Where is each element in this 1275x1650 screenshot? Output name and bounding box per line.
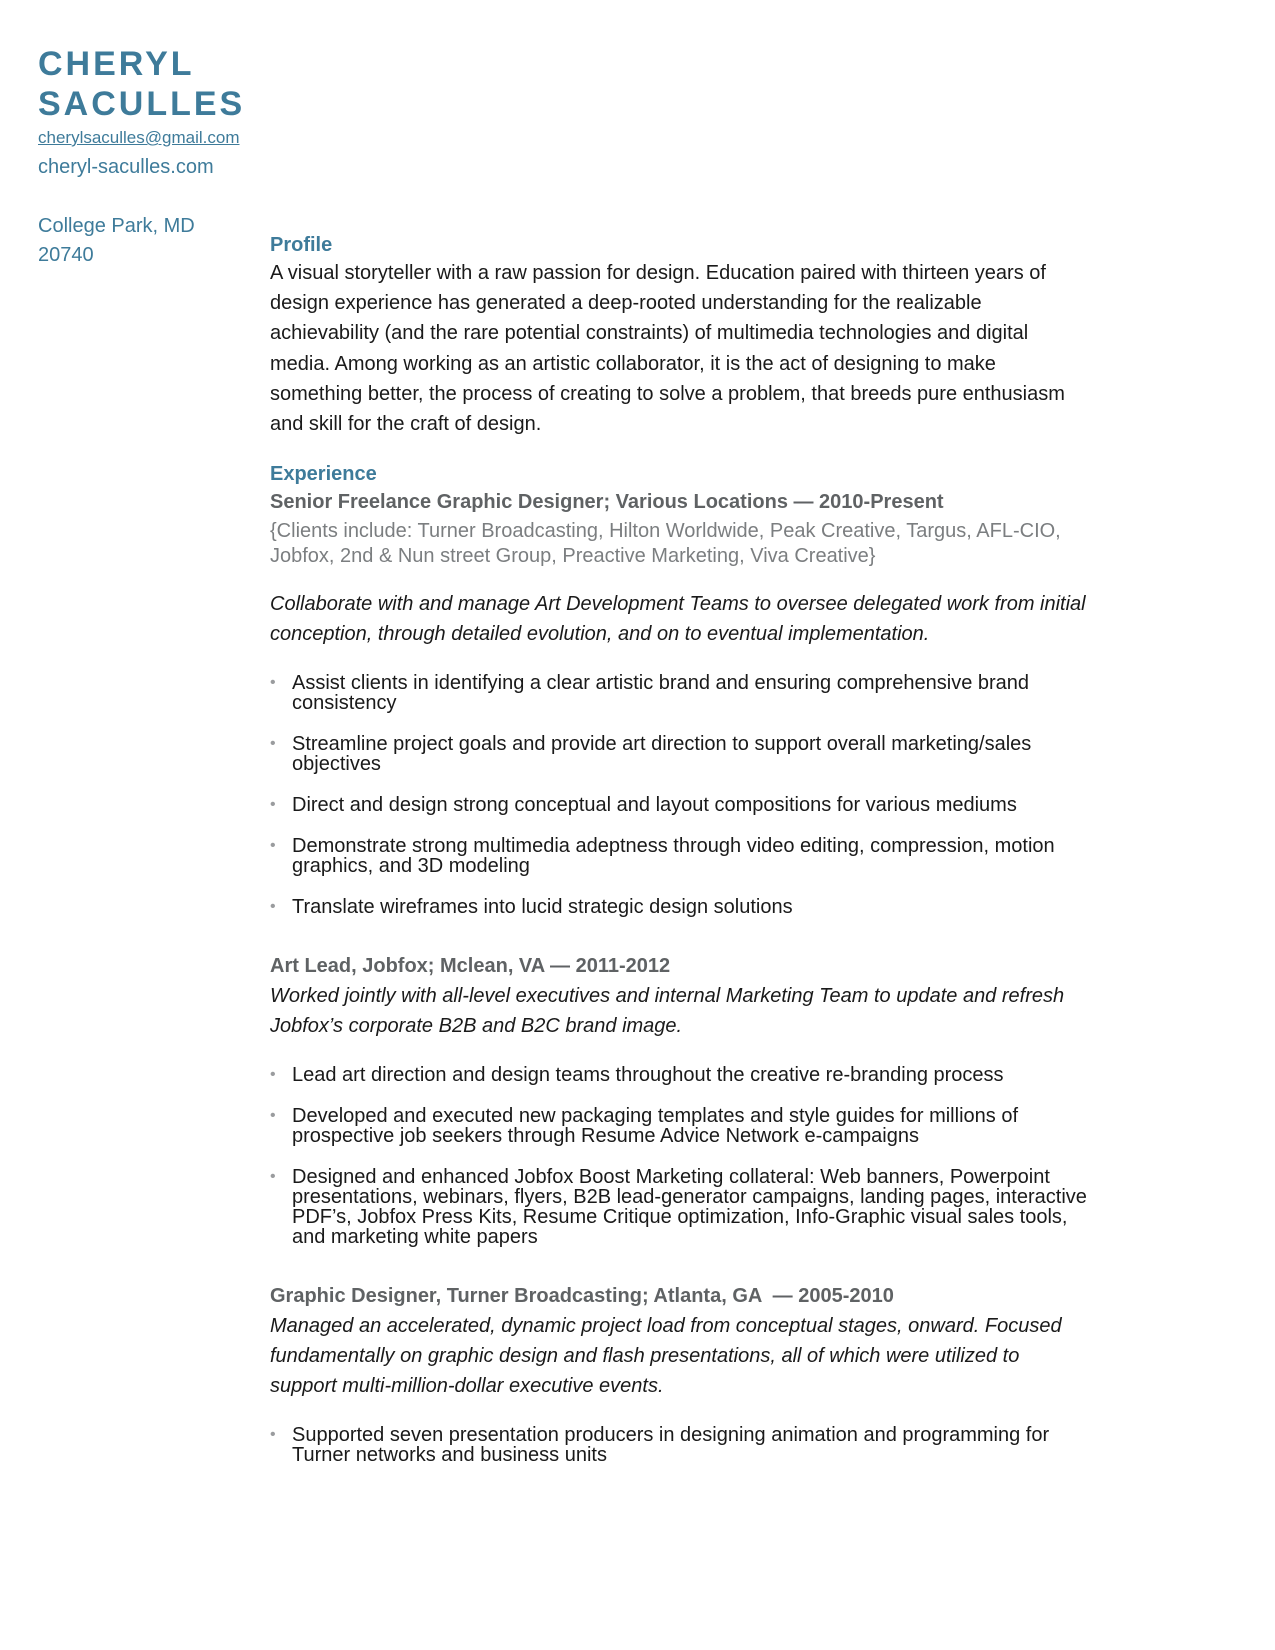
first-name: CHERYL xyxy=(38,45,195,83)
job-heading: Graphic Designer, Turner Broadcasting; Atlanta, GA — 2005-2010 xyxy=(270,1285,894,1308)
bullet-icon: • xyxy=(270,1426,276,1444)
job-bullets xyxy=(270,1425,1090,1465)
job-summary: Worked jointly with all-level executives and internal Marketing Team to update and refresh Jobfox’s corporate B2B and B2C brand image. xyxy=(270,985,1065,1038)
list-item: • Developed and executed new packaging templates and style guides for millions of prospective job seekers through Resume Advice Network e-campaigns xyxy=(270,1105,1018,1148)
website-text: cheryl-saculles.com xyxy=(38,156,214,178)
list-item: • Demonstrate strong multimedia adeptness through video editing, compression, motion graphics, and 3D modeling xyxy=(270,835,1055,878)
job-heading: Art Lead, Jobfox; Mclean, VA — 2011-2012 xyxy=(270,955,671,978)
list-item: • Direct and design strong conceptual and layout compositions for various mediums xyxy=(270,794,1017,817)
experience-heading: Experience xyxy=(270,463,377,486)
bullet-icon: • xyxy=(270,1107,276,1125)
job-entry xyxy=(270,951,1090,1247)
address-block xyxy=(38,212,238,270)
last-name: SACULLES xyxy=(38,85,246,123)
main-column xyxy=(270,232,1090,1486)
resume-header xyxy=(38,44,298,182)
city-state: College Park, MD xyxy=(38,215,195,237)
clients-list: {Clients include: Turner Broadcasting, Hilton Worldwide, Peak Creative, Targus, AFL-CIO, Jobfox, 2nd & Nun street Group, Preactive Marketing, Viva Creative} xyxy=(270,520,1061,568)
profile-text: A visual storyteller with a raw passion for design. Education paired with thirteen years of design experience has generated a deep-rooted understanding for the realizable achievability (and the rare potential constraints) of multimedia technologies and digital media. Among working as an artistic collaborator, it is the act of designing to make something better, the process of creating to solve a problem, that breeds pure enthusiasm and skill for the craft of design. xyxy=(270,262,1065,436)
list-item: • Translate wireframes into lucid strategic design solutions xyxy=(270,896,793,919)
job-summary: Managed an accelerated, dynamic project load from conceptual stages, onward. Focused fundamentally on graphic design and flash presentations, all of which were utilized to support multi-million-dollar executive events. xyxy=(270,1315,1062,1398)
job-bullets xyxy=(270,673,1090,917)
job-entry xyxy=(270,487,1090,917)
job-entry xyxy=(270,1281,1090,1465)
list-item: • Assist clients in identifying a clear artistic brand and ensuring comprehensive brand consistency xyxy=(270,672,1030,715)
bullet-icon: • xyxy=(270,674,276,692)
zip-code: 20740 xyxy=(38,244,94,266)
bullet-icon: • xyxy=(270,1168,276,1186)
job-heading: Senior Freelance Graphic Designer; Various Locations — 2010-Present xyxy=(270,491,944,514)
bullet-icon: • xyxy=(270,1066,276,1084)
bullet-icon: • xyxy=(270,837,276,855)
job-bullets xyxy=(270,1065,1090,1247)
email-link[interactable]: cherylsaculles@gmail.com xyxy=(38,128,240,147)
profile-heading: Profile xyxy=(270,234,333,256)
bullet-icon: • xyxy=(270,898,276,916)
bullet-icon: • xyxy=(270,735,276,753)
list-item: • Supported seven presentation producers in designing animation and programming for Turner networks and business units xyxy=(270,1424,1050,1467)
bullet-icon: • xyxy=(270,796,276,814)
list-item: • Designed and enhanced Jobfox Boost Marketing collateral: Web banners, Powerpoint presentations, webinars, flyers, B2B lead-generator campaigns, landing pages, interactive PDF’s, Jobfox Press Kits, Resume Critique optimization, Info-Graphic visual sales tools, and marketing white papers xyxy=(270,1166,1087,1249)
list-item: • Streamline project goals and provide art direction to support overall marketing/sales objectives xyxy=(270,733,1032,776)
job-summary: Collaborate with and manage Art Development Teams to oversee delegated work from initial conception, through detailed evolution, and on to eventual implementation. xyxy=(270,593,1086,646)
list-item: • Lead art direction and design teams throughout the creative re-branding process xyxy=(270,1064,1004,1087)
